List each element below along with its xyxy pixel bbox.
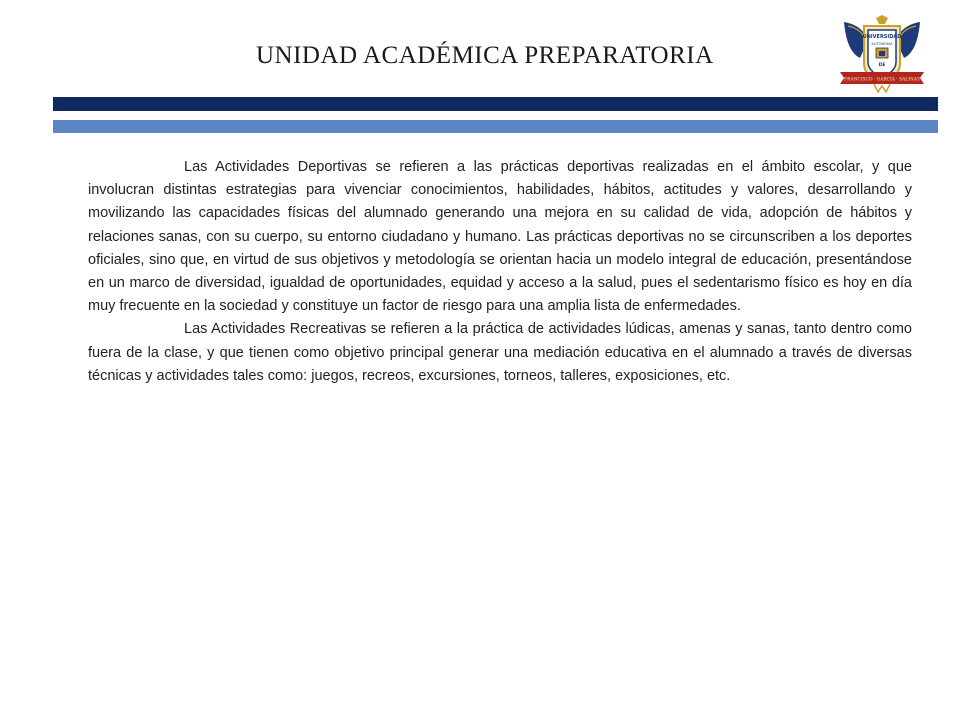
paragraph-recreativas: Las Actividades Recreativas se refieren a la práctica de actividades lúdicas, amenas y sanas, tanto dentro como fuera de la clase, y que tienen como objetivo principal generar una mediación educativa en el alumnado a través de diversas técnicas y actividades tales como: juegos, recreos, excursiones, torneos, talleres, exposiciones, etc. [88, 321, 912, 384]
logo-ribbon-text: FRANCISCO · GARCÍA · SALINAS [844, 77, 920, 83]
logo-text-top: UNIVERSIDAD [862, 34, 902, 40]
university-logo [838, 14, 926, 94]
eagle-head-icon [876, 15, 888, 24]
header-bar-dark [53, 97, 938, 111]
header-bar-light [53, 120, 938, 133]
body-text [88, 156, 912, 388]
logo-text-mid: AUTÓNOMA [871, 42, 893, 46]
paragraph-deportivas: Las Actividades Deportivas se refieren a las prácticas deportivas realizadas en el ámbito escolar, y que involucran distintas estrategias para vivenciar conocimientos, habilidades, hábitos, actitudes y valores, desarrollando y movilizando las capacidades físicas del alumnado generando una mejora en su calidad de vida, adopción de hábitos y relaciones sanas, con su cuerpo, su entorno ciudadano y humano. Las prácticas deportivas no se circunscriben a los deportes oficiales, sino que, en virtud de sus objetivos y metodología se orientan hacia un modelo integral de educación, presentándose en un marco de diversidad, igualdad de oportunidades, equidad y acceso a la salud, pues el sedentarismo físico es hoy en día muy frecuente en la sociedad y constituye un factor de riesgo para una amplia lista de enfermedades. [88, 159, 912, 315]
page-title: UNIDAD ACADÉMICA PREPARATORIA [256, 42, 714, 69]
logo-text-de: DE [878, 63, 886, 68]
